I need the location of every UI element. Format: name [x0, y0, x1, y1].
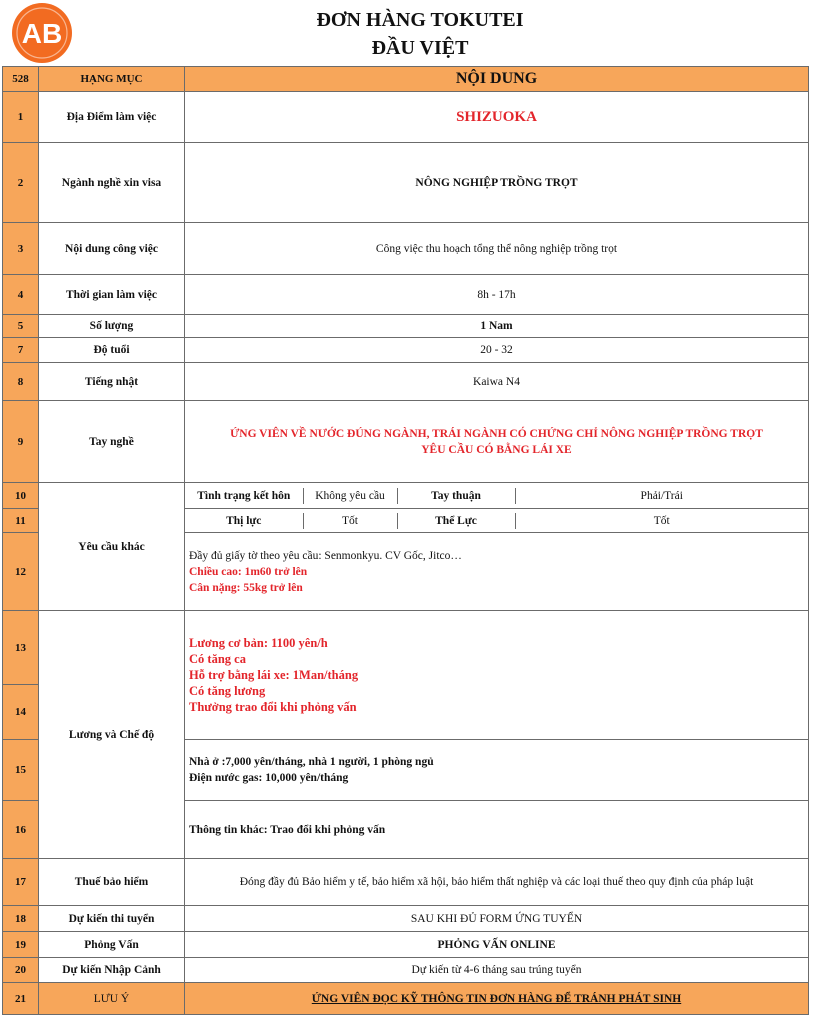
table-row [3, 483, 809, 509]
row-category: Ngành nghề xin visa [39, 143, 185, 223]
salary-line: Có tăng lương [189, 684, 266, 698]
row-content: SAU KHI ĐỦ FORM ỨNG TUYỂN [185, 906, 809, 932]
sub-value: Tốt [515, 513, 808, 529]
row-num: 3 [3, 223, 39, 275]
salary-line: Thưởng trao đổi khi phỏng vấn [189, 700, 357, 714]
row-num: 11 [3, 509, 39, 533]
salary-content [185, 611, 809, 740]
row-category: Địa Điểm làm việc [39, 92, 185, 143]
sub-key: Thị lực [185, 513, 303, 529]
row-num: 19 [3, 932, 39, 958]
table-row [3, 859, 809, 906]
row-category: Tiếng nhật [39, 363, 185, 401]
table-row [3, 275, 809, 315]
row-num: 7 [3, 338, 39, 363]
table-row [3, 611, 809, 685]
row-category: LƯU Ý [39, 983, 185, 1015]
notice-text: ỨNG VIÊN ĐỌC KỸ THÔNG TIN ĐƠN HÀNG ĐỂ TRÁNH PHÁT SINH [311, 992, 682, 1005]
row-num: 12 [3, 533, 39, 611]
sub-table [185, 513, 808, 529]
row-num: 8 [3, 363, 39, 401]
row-content [185, 401, 809, 483]
salary-line: Có tăng ca [189, 652, 246, 666]
row-num: 20 [3, 958, 39, 983]
sub-value: Phải/Trái [515, 488, 808, 504]
sub-key: Tay thuận [397, 488, 515, 504]
housing-content [185, 740, 809, 801]
height-line: Chiều cao: 1m60 trở lên [189, 565, 308, 578]
other-info-content: Thông tin khác: Trao đổi khi phỏng vấn [185, 801, 809, 859]
row-category: Độ tuổi [39, 338, 185, 363]
row-num: 5 [3, 315, 39, 338]
row-num: 14 [3, 685, 39, 740]
page-subtitle: ĐẦU VIỆT [371, 37, 469, 59]
table-row [3, 143, 809, 223]
row-content: 20 - 32 [185, 338, 809, 363]
sub-value: Không yêu cầu [303, 488, 397, 504]
row-content: SHIZUOKA [185, 92, 809, 143]
row-num: 18 [3, 906, 39, 932]
salary-line: Lương cơ bản: 1100 yên/h [189, 636, 328, 650]
row-num: 9 [3, 401, 39, 483]
housing-line: Nhà ở :7,000 yên/tháng, nhà 1 người, 1 phòng ngủ [189, 756, 434, 768]
row-category: Thời gian làm việc [39, 275, 185, 315]
skill-line-2: YÊU CẦU CÓ BẰNG LÁI XE [421, 443, 572, 456]
row-num: 15 [3, 740, 39, 801]
row-content: NÔNG NGHIỆP TRỒNG TRỌT [185, 143, 809, 223]
row-content: Kaiwa N4 [185, 363, 809, 401]
row-content [185, 533, 809, 611]
table-row [3, 92, 809, 143]
table-row [3, 906, 809, 932]
row-content: Công việc thu hoạch tổng thể nông nghiệp trồng trọt [185, 223, 809, 275]
row-num: 2 [3, 143, 39, 223]
row-num: 17 [3, 859, 39, 906]
row-content: 8h - 17h [185, 275, 809, 315]
row-category: Nội dung công việc [39, 223, 185, 275]
salary-line: Hỗ trợ bằng lái xe: 1Man/tháng [189, 668, 359, 682]
sub-key: Tình trạng kết hôn [185, 488, 303, 504]
weight-line: Cân nặng: 55kg trở lên [189, 581, 303, 594]
row-num: 1 [3, 92, 39, 143]
row-content [185, 483, 809, 509]
utilities-line: Điện nước gas: 10,000 yên/tháng [189, 772, 349, 784]
table-row [3, 363, 809, 401]
row-category: Lương và Chế độ [39, 611, 185, 859]
row-num: 16 [3, 801, 39, 859]
table-row [3, 983, 809, 1015]
logo-text: AB [21, 18, 63, 49]
docs-line: Đầy đủ giấy tờ theo yêu cầu: Senmonkyu. CV Gốc, Jitco… [189, 549, 462, 562]
job-order-table [2, 66, 809, 1015]
sub-value: Tốt [303, 513, 397, 529]
table-row [3, 315, 809, 338]
row-category: Số lượng [39, 315, 185, 338]
row-category: Phỏng Vấn [39, 932, 185, 958]
table-row [3, 401, 809, 483]
row-num: 13 [3, 611, 39, 685]
company-logo [11, 2, 73, 64]
skill-line-1: ỨNG VIÊN VỀ NƯỚC ĐÚNG NGÀNH, TRÁI NGÀNH CÓ CHỨNG CHỈ NÔNG NGHIỆP TRỒNG TRỌT [230, 427, 763, 440]
header-category: HẠNG MỤC [39, 67, 185, 92]
row-num: 21 [3, 983, 39, 1015]
row-num: 4 [3, 275, 39, 315]
row-num: 10 [3, 483, 39, 509]
header-num: 528 [3, 67, 39, 92]
table-row [3, 958, 809, 983]
table-header-row [3, 67, 809, 92]
table-row [3, 338, 809, 363]
table-row [3, 223, 809, 275]
sub-table [185, 488, 808, 504]
row-content: Dự kiến từ 4-6 tháng sau trúng tuyển [185, 958, 809, 983]
page-title: ĐƠN HÀNG TOKUTEI [316, 9, 524, 31]
row-category: Dự kiến thi tuyển [39, 906, 185, 932]
row-content: Đóng đầy đủ Bảo hiểm y tế, bảo hiểm xã hội, bảo hiểm thất nghiệp và các loại thuế theo quy định của pháp luật [185, 859, 809, 906]
row-content: 1 Nam [185, 315, 809, 338]
table-row [3, 932, 809, 958]
row-category: Dự kiến Nhập Cảnh [39, 958, 185, 983]
row-content [185, 509, 809, 533]
row-category: Thuế bảo hiểm [39, 859, 185, 906]
sub-key: Thể Lực [397, 513, 515, 529]
header-content: NỘI DUNG [185, 67, 809, 92]
row-content [185, 983, 809, 1015]
row-content: PHỎNG VẤN ONLINE [185, 932, 809, 958]
row-category: Tay nghề [39, 401, 185, 483]
row-category: Yêu cầu khác [39, 483, 185, 611]
